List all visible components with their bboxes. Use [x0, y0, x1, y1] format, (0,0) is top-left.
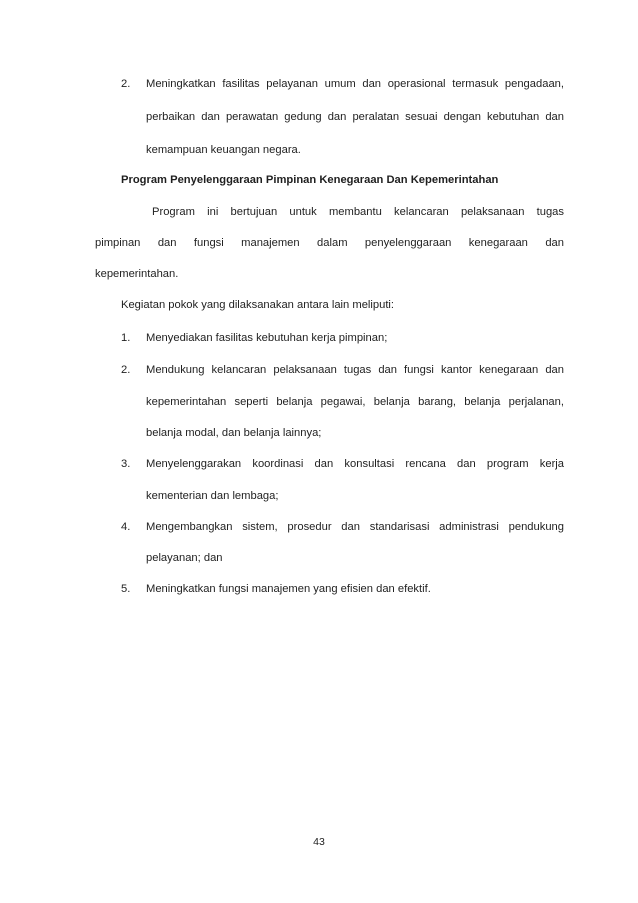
- section-heading: Program Penyelenggaraan Pimpinan Kenegaraan Dan Kepemerintahan: [121, 174, 499, 186]
- list-number: 1.: [121, 332, 131, 344]
- list-item-line: kementerian dan lembaga;: [146, 490, 279, 502]
- list-item-line: pelayanan; dan: [146, 552, 223, 564]
- list-number: 3.: [121, 458, 131, 470]
- list-intro: Kegiatan pokok yang dilaksanakan antara lain meliputi:: [121, 299, 395, 311]
- list-number: 2.: [121, 364, 131, 376]
- list-number: 2.: [121, 78, 131, 90]
- list-item-line: Mengembangkan sistem, prosedur dan standarisasi administrasi pendukung: [146, 521, 564, 533]
- list-item-line: Menyelenggarakan koordinasi dan konsultasi rencana dan program kerja: [146, 458, 564, 470]
- paragraph-line: Program ini bertujuan untuk membantu kelancaran pelaksanaan tugas: [152, 206, 564, 218]
- list-item-line: Meningkatkan fungsi manajemen yang efisien dan efektif.: [146, 583, 431, 595]
- page-number: 43: [313, 836, 325, 848]
- list-item-line: kemampuan keuangan negara.: [146, 144, 301, 156]
- list-item-line: perbaikan dan perawatan gedung dan peralatan sesuai dengan kebutuhan dan: [146, 111, 564, 123]
- paragraph-line: kepemerintahan.: [95, 268, 179, 280]
- list-item-line: Mendukung kelancaran pelaksanaan tugas dan fungsi kantor kenegaraan dan: [146, 364, 564, 376]
- paragraph-line: pimpinan dan fungsi manajemen dalam penyelenggaraan kenegaraan dan: [95, 237, 564, 249]
- list-item-line: kepemerintahan seperti belanja pegawai, belanja barang, belanja perjalanan,: [146, 396, 564, 408]
- list-number: 5.: [121, 583, 131, 595]
- list-item-line: belanja modal, dan belanja lainnya;: [146, 427, 322, 439]
- list-number: 4.: [121, 521, 131, 533]
- list-item-line: Menyediakan fasilitas kebutuhan kerja pimpinan;: [146, 332, 388, 344]
- list-item-line: Meningkatkan fasilitas pelayanan umum dan operasional termasuk pengadaan,: [146, 78, 564, 90]
